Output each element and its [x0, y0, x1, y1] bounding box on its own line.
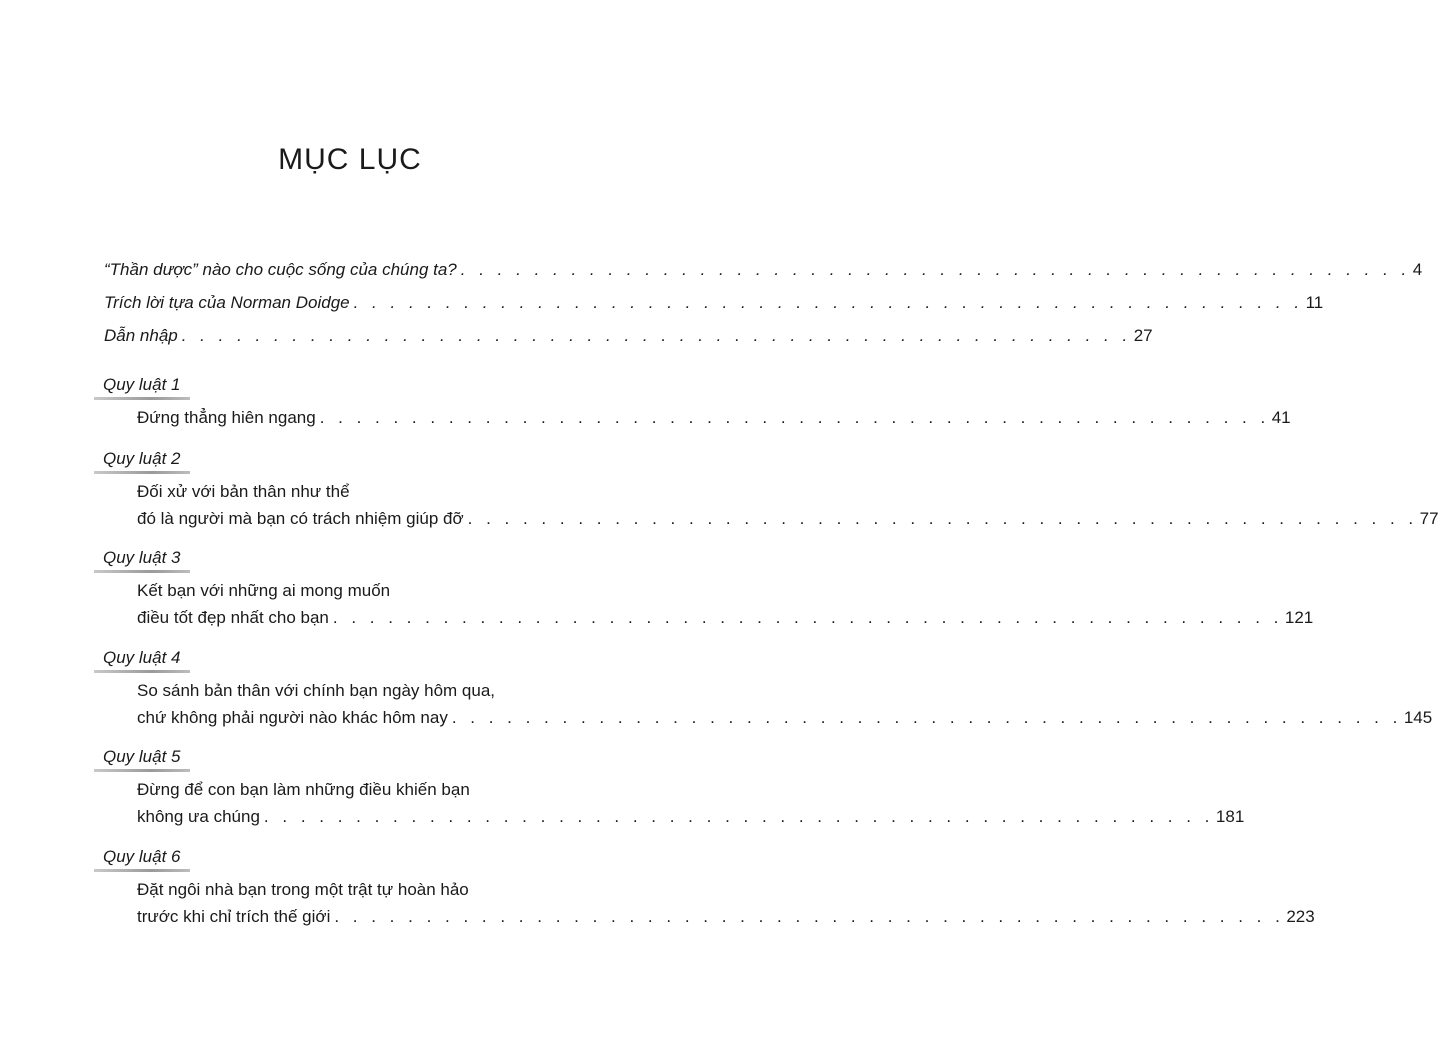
toc-entry-rule-4-line-1: So sánh bản thân với chính bạn ngày hôm qua, [137, 681, 496, 700]
toc-entry-page: 77 [1419, 509, 1439, 528]
toc-entry-rule-2-line-1: Đối xử với bản thân như thể [137, 482, 350, 501]
rule-label-5: Quy luật 5 [103, 747, 181, 766]
rule-label-3: Quy luật 3 [103, 548, 181, 567]
toc-entry-title: đó là người mà bạn có trách nhiệm giúp đỡ [137, 509, 464, 528]
toc-entry-page: 145 [1403, 708, 1433, 727]
toc-entry-than-duoc[interactable] [104, 257, 1423, 283]
toc-entry-title: trước khi chỉ trích thế giới [137, 907, 331, 926]
toc-entry-rule-1[interactable] [137, 405, 1291, 431]
rule-underline [94, 769, 190, 772]
rule-label-1: Quy luật 1 [103, 375, 181, 394]
toc-entry-page: 121 [1284, 608, 1314, 627]
dot-leader: . . . . . . . . . . . . . . . . . . . . . . . . . . . . . . . . . . . . . . . . . . . . . . . . . . . . [263, 807, 1214, 826]
rule-underline [94, 570, 190, 573]
toc-entry-dan-nhap[interactable] [104, 323, 1153, 349]
toc-entry-title: điều tốt đẹp nhất cho bạn [137, 608, 329, 627]
toc-entry-page: 11 [1305, 293, 1324, 312]
toc-entry-rule-3[interactable] [137, 605, 1314, 631]
toc-entry-rule-4[interactable] [137, 705, 1433, 731]
rule-underline [94, 471, 190, 474]
dot-leader: . . . . . . . . . . . . . . . . . . . . . . . . . . . . . . . . . . . . . . . . . . . . . . . . . . . . [319, 408, 1270, 427]
page-title: MỤC LỤC [278, 143, 422, 176]
toc-entry-rule-5-line-1: Đừng để con bạn làm những điều khiến bạn [137, 780, 470, 799]
rule-label-2: Quy luật 2 [103, 449, 181, 468]
toc-entry-page: 27 [1133, 326, 1153, 345]
toc-entry-rule-5[interactable] [137, 804, 1245, 830]
rule-label-4: Quy luật 4 [103, 648, 181, 667]
dot-leader: . . . . . . . . . . . . . . . . . . . . . . . . . . . . . . . . . . . . . . . . . . . . . . . . . . . . [334, 907, 1285, 926]
rule-underline [94, 397, 190, 400]
rule-label-6: Quy luật 6 [103, 847, 181, 866]
toc-entry-title: “Thần dược” nào cho cuộc sống của chúng ta? [104, 260, 457, 279]
dot-leader: . . . . . . . . . . . . . . . . . . . . . . . . . . . . . . . . . . . . . . . . . . . . . . . . . . . . [353, 293, 1304, 312]
toc-entry-title: không ưa chúng [137, 807, 260, 826]
toc-entry-page: 223 [1286, 907, 1315, 926]
toc-entry-title: Dẫn nhập [104, 326, 178, 345]
toc-entry-rule-6-line-1: Đặt ngôi nhà bạn trong một trật tự hoàn hảo [137, 880, 469, 899]
toc-entry-page: 41 [1271, 408, 1291, 427]
toc-entry-rule-3-line-1: Kết bạn với những ai mong muốn [137, 581, 391, 600]
toc-entry-title: Đứng thẳng hiên ngang [137, 408, 316, 427]
toc-entry-page: 181 [1215, 807, 1245, 826]
dot-leader: . . . . . . . . . . . . . . . . . . . . . . . . . . . . . . . . . . . . . . . . . . . . . . . . . . . . [332, 608, 1283, 627]
dot-leader: . . . . . . . . . . . . . . . . . . . . . . . . . . . . . . . . . . . . . . . . . . . . . . . . . . . . [467, 509, 1418, 528]
toc-entry-title: Trích lời tựa của Norman Doidge [104, 293, 350, 312]
dot-leader: . . . . . . . . . . . . . . . . . . . . . . . . . . . . . . . . . . . . . . . . . . . . . . . . . . . . [181, 326, 1132, 345]
toc-entry-page: 4 [1412, 260, 1423, 279]
rule-underline [94, 869, 190, 872]
rule-underline [94, 670, 190, 673]
toc-entry-title: chứ không phải người nào khác hôm nay [137, 708, 448, 727]
dot-leader: . . . . . . . . . . . . . . . . . . . . . . . . . . . . . . . . . . . . . . . . . . . . . . . . . . . . [451, 708, 1402, 727]
toc-entry-norman-doidge[interactable] [104, 290, 1324, 316]
toc-entry-rule-2[interactable] [137, 506, 1439, 532]
toc-entry-rule-6[interactable] [137, 904, 1315, 930]
dot-leader: . . . . . . . . . . . . . . . . . . . . . . . . . . . . . . . . . . . . . . . . . . . . . . . . . . . . [460, 260, 1411, 279]
